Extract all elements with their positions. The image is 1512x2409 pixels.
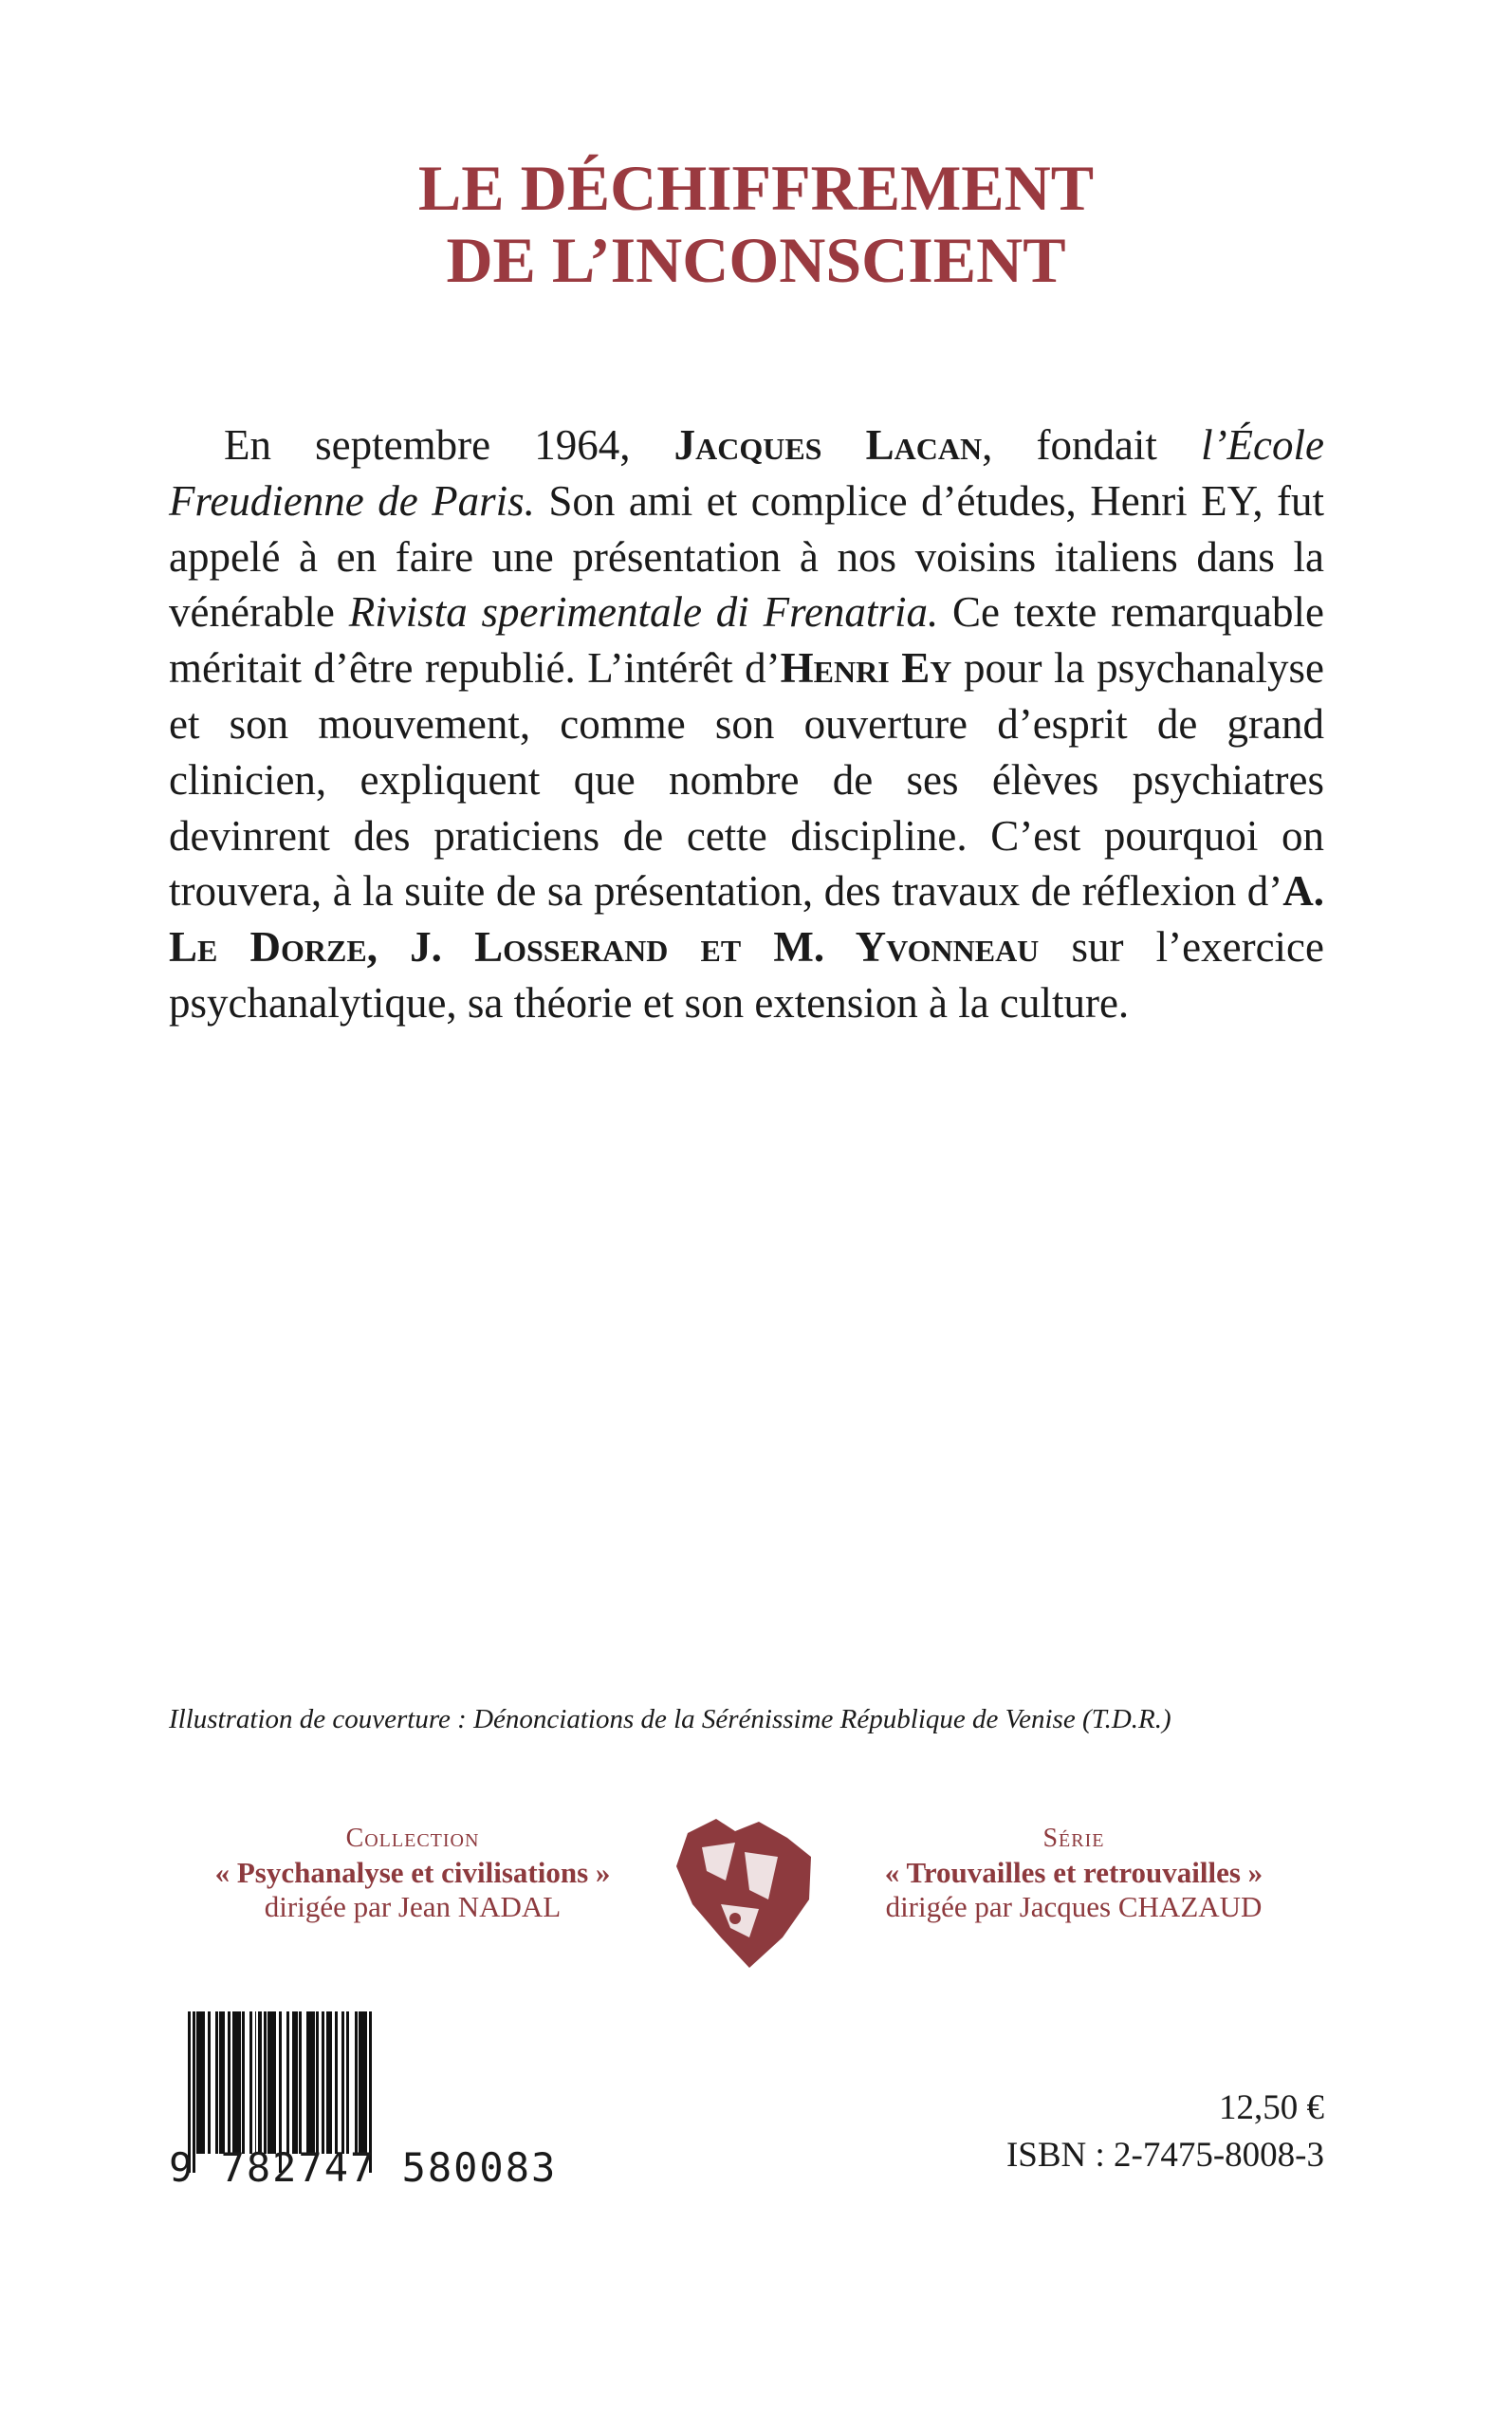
contributors-names: A. Le Dorze, J. Losserand et M. Yvonneau xyxy=(169,867,1324,972)
blurb-text: Son ami et complice d’études, Henri EY, fut appelé à en faire une présentation à nos voisins italiens dans la vénérable xyxy=(169,476,1325,637)
author-name: Jacques Lacan xyxy=(673,421,983,469)
serie-block xyxy=(808,1822,1339,1924)
blurb xyxy=(169,417,1324,1031)
barcode-bar xyxy=(232,2011,241,2154)
barcode-bar xyxy=(196,2011,205,2154)
blurb-text: En septembre 1964, xyxy=(224,421,674,469)
barcode-bar xyxy=(267,2011,276,2154)
barcode-bar xyxy=(306,2011,315,2154)
blurb-text: pour la psychanalyse et son mouvement, comme son ouverture d’esprit de grand clinicien, expliquent que nombre de ses élèves psychiatres devinrent des praticiens de cette discipline. C’est pourquoi on trouvera, à la suite de sa présentation, des travaux de réflexion d’ xyxy=(169,644,1324,916)
blurb-text: sur l’exercice psychanalytique, sa théorie et son extension à la culture. xyxy=(169,923,1324,1027)
barcode xyxy=(169,2011,558,2192)
cover-illustration-caption: Illustration de couverture : Dénonciations de la Sérénissime République de Venise (T.D.R.) xyxy=(169,1704,1171,1734)
barcode-bars xyxy=(188,2011,548,2154)
serie-director: dirigée par Jacques CHAZAUD xyxy=(885,1890,1263,1923)
collection-director: dirigée par Jean NADAL xyxy=(264,1890,562,1923)
serie-heading: Série xyxy=(1042,1824,1105,1853)
blurb-italic: Rivista sperimentale di Frenatria. xyxy=(348,588,939,637)
collection-block xyxy=(147,1822,678,1924)
blurb-text: , fondait xyxy=(982,421,1202,469)
collection-name: « Psychanalyse et civilisations » xyxy=(214,1856,611,1889)
title-line-1: LE DÉCHIFFREMENT xyxy=(417,152,1095,224)
title-line-2: DE L’INCONSCIENT xyxy=(446,224,1066,296)
blurb-text: Ce texte remarquable méritait d’être republié. L’intérêt d’ xyxy=(169,588,1324,693)
author-name: Henri Ey xyxy=(780,644,952,693)
price: 12,50 € xyxy=(1219,2088,1324,2127)
serie-name: « Trouvailles et retrouvailles » xyxy=(884,1856,1263,1889)
barcode-digits: 9 782747 580083 xyxy=(169,2144,558,2191)
blurb-italic: l’École Freudienne de Paris. xyxy=(169,421,1324,525)
barcode-bar xyxy=(359,2011,367,2154)
collection-heading: Collection xyxy=(345,1824,480,1853)
publisher-logo-icon xyxy=(669,1814,821,1971)
isbn: ISBN : 2-7475-8008-3 xyxy=(1005,2136,1324,2175)
book-title xyxy=(0,152,1512,296)
